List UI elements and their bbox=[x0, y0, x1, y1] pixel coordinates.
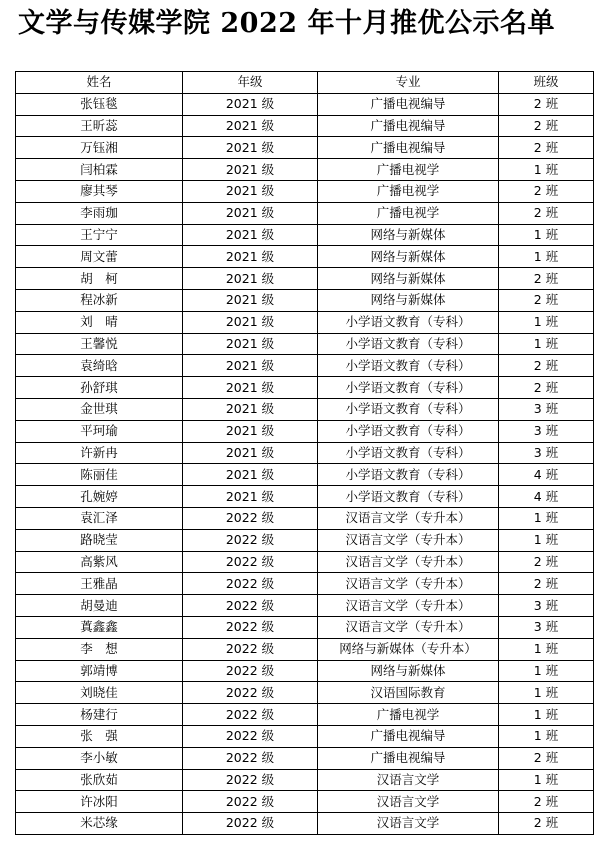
cell-grade: 2021 级 bbox=[183, 311, 318, 333]
cell-class: 2 班 bbox=[499, 289, 594, 311]
cell-grade: 2022 级 bbox=[183, 682, 318, 704]
table-row bbox=[16, 246, 594, 268]
cell-class: 1 班 bbox=[499, 246, 594, 268]
cell-major: 小学语文教育（专科） bbox=[318, 333, 499, 355]
cell-major: 汉语言文学 bbox=[318, 769, 499, 791]
cell-grade: 2021 级 bbox=[183, 202, 318, 224]
cell-grade: 2022 级 bbox=[183, 725, 318, 747]
cell-major: 广播电视编导 bbox=[318, 747, 499, 769]
page-title: 文学与传媒学院 2022 年十月推优公示名单 bbox=[18, 8, 555, 39]
cell-name: 张钰毯 bbox=[16, 93, 183, 115]
cell-major: 汉语言文学（专升本） bbox=[318, 595, 499, 617]
cell-class: 2 班 bbox=[499, 268, 594, 290]
cell-name: 路晓莹 bbox=[16, 529, 183, 551]
cell-grade: 2021 级 bbox=[183, 180, 318, 202]
cell-class: 2 班 bbox=[499, 377, 594, 399]
cell-class: 4 班 bbox=[499, 486, 594, 508]
cell-name: 李 想 bbox=[16, 638, 183, 660]
table-row bbox=[16, 333, 594, 355]
table-row bbox=[16, 682, 594, 704]
cell-name: 袁绮晗 bbox=[16, 355, 183, 377]
table-row bbox=[16, 595, 594, 617]
cell-grade: 2022 级 bbox=[183, 638, 318, 660]
cell-major: 网络与新媒体 bbox=[318, 660, 499, 682]
cell-major: 汉语言文学（专升本） bbox=[318, 529, 499, 551]
cell-class: 1 班 bbox=[499, 333, 594, 355]
cell-major: 小学语文教育（专科） bbox=[318, 442, 499, 464]
cell-grade: 2021 级 bbox=[183, 464, 318, 486]
cell-major: 网络与新媒体（专升本） bbox=[318, 638, 499, 660]
cell-name: 高紫风 bbox=[16, 551, 183, 573]
cell-grade: 2022 级 bbox=[183, 769, 318, 791]
cell-name: 胡 柯 bbox=[16, 268, 183, 290]
table-row bbox=[16, 813, 594, 835]
cell-class: 1 班 bbox=[499, 725, 594, 747]
cell-class: 3 班 bbox=[499, 595, 594, 617]
cell-class: 4 班 bbox=[499, 464, 594, 486]
cell-class: 2 班 bbox=[499, 115, 594, 137]
cell-class: 2 班 bbox=[499, 355, 594, 377]
cell-class: 1 班 bbox=[499, 638, 594, 660]
cell-name: 王雅晶 bbox=[16, 573, 183, 595]
cell-major: 网络与新媒体 bbox=[318, 246, 499, 268]
cell-name: 李小敏 bbox=[16, 747, 183, 769]
cell-name: 金世琪 bbox=[16, 398, 183, 420]
cell-major: 广播电视学 bbox=[318, 159, 499, 181]
cell-major: 广播电视学 bbox=[318, 704, 499, 726]
cell-grade: 2022 级 bbox=[183, 747, 318, 769]
header-grade: 年级 bbox=[183, 72, 318, 94]
cell-name: 李雨珈 bbox=[16, 202, 183, 224]
cell-major: 汉语言文学（专升本） bbox=[318, 551, 499, 573]
table-row bbox=[16, 442, 594, 464]
cell-major: 汉语言文学 bbox=[318, 813, 499, 835]
cell-name: 郭靖博 bbox=[16, 660, 183, 682]
cell-class: 3 班 bbox=[499, 442, 594, 464]
cell-class: 1 班 bbox=[499, 704, 594, 726]
table-row bbox=[16, 137, 594, 159]
table-row bbox=[16, 398, 594, 420]
cell-grade: 2022 级 bbox=[183, 616, 318, 638]
cell-class: 3 班 bbox=[499, 616, 594, 638]
cell-major: 汉语言文学（专升本） bbox=[318, 616, 499, 638]
cell-class: 1 班 bbox=[499, 311, 594, 333]
cell-grade: 2022 级 bbox=[183, 551, 318, 573]
cell-major: 网络与新媒体 bbox=[318, 289, 499, 311]
cell-class: 2 班 bbox=[499, 747, 594, 769]
table-row bbox=[16, 464, 594, 486]
cell-name: 刘晓佳 bbox=[16, 682, 183, 704]
cell-grade: 2021 级 bbox=[183, 224, 318, 246]
cell-name: 许冰阳 bbox=[16, 791, 183, 813]
cell-class: 3 班 bbox=[499, 398, 594, 420]
cell-major: 小学语文教育（专科） bbox=[318, 420, 499, 442]
cell-major: 汉语国际教育 bbox=[318, 682, 499, 704]
cell-class: 2 班 bbox=[499, 93, 594, 115]
table-row bbox=[16, 93, 594, 115]
table-row bbox=[16, 507, 594, 529]
table-row bbox=[16, 529, 594, 551]
table-row bbox=[16, 377, 594, 399]
cell-name: 袁汇泽 bbox=[16, 507, 183, 529]
cell-grade: 2022 级 bbox=[183, 595, 318, 617]
table-row bbox=[16, 551, 594, 573]
cell-name: 廖其琴 bbox=[16, 180, 183, 202]
cell-grade: 2021 级 bbox=[183, 486, 318, 508]
cell-grade: 2021 级 bbox=[183, 377, 318, 399]
table-row bbox=[16, 573, 594, 595]
cell-name: 平珂瑜 bbox=[16, 420, 183, 442]
cell-grade: 2021 级 bbox=[183, 420, 318, 442]
cell-major: 网络与新媒体 bbox=[318, 224, 499, 246]
table-row bbox=[16, 224, 594, 246]
cell-name: 孙舒琪 bbox=[16, 377, 183, 399]
table-row bbox=[16, 704, 594, 726]
cell-class: 1 班 bbox=[499, 660, 594, 682]
cell-major: 广播电视学 bbox=[318, 180, 499, 202]
cell-name: 米芯缘 bbox=[16, 813, 183, 835]
cell-major: 小学语文教育（专科） bbox=[318, 377, 499, 399]
cell-major: 汉语言文学 bbox=[318, 791, 499, 813]
table-row bbox=[16, 311, 594, 333]
table-body bbox=[16, 93, 594, 834]
table-row bbox=[16, 486, 594, 508]
cell-class: 1 班 bbox=[499, 682, 594, 704]
cell-class: 1 班 bbox=[499, 769, 594, 791]
table-row bbox=[16, 725, 594, 747]
cell-class: 1 班 bbox=[499, 159, 594, 181]
cell-grade: 2021 级 bbox=[183, 246, 318, 268]
cell-grade: 2021 级 bbox=[183, 268, 318, 290]
cell-name: 万钰湘 bbox=[16, 137, 183, 159]
cell-major: 广播电视编导 bbox=[318, 93, 499, 115]
cell-name: 孔婉婷 bbox=[16, 486, 183, 508]
table-row bbox=[16, 115, 594, 137]
cell-grade: 2021 级 bbox=[183, 137, 318, 159]
cell-name: 程冰新 bbox=[16, 289, 183, 311]
cell-major: 广播电视编导 bbox=[318, 115, 499, 137]
cell-major: 汉语言文学（专升本） bbox=[318, 507, 499, 529]
table-row bbox=[16, 616, 594, 638]
cell-grade: 2021 级 bbox=[183, 289, 318, 311]
cell-class: 2 班 bbox=[499, 202, 594, 224]
cell-grade: 2021 级 bbox=[183, 355, 318, 377]
cell-grade: 2021 级 bbox=[183, 115, 318, 137]
table-header-row bbox=[16, 72, 594, 94]
cell-name: 周文蕾 bbox=[16, 246, 183, 268]
table-row bbox=[16, 660, 594, 682]
cell-name: 张欣茹 bbox=[16, 769, 183, 791]
table-row bbox=[16, 791, 594, 813]
cell-name: 王宁宁 bbox=[16, 224, 183, 246]
cell-grade: 2022 级 bbox=[183, 507, 318, 529]
cell-class: 2 班 bbox=[499, 813, 594, 835]
cell-class: 2 班 bbox=[499, 573, 594, 595]
cell-grade: 2022 级 bbox=[183, 573, 318, 595]
cell-name: 刘 晴 bbox=[16, 311, 183, 333]
table-row bbox=[16, 289, 594, 311]
cell-class: 1 班 bbox=[499, 224, 594, 246]
cell-class: 2 班 bbox=[499, 137, 594, 159]
cell-class: 2 班 bbox=[499, 791, 594, 813]
cell-grade: 2021 级 bbox=[183, 159, 318, 181]
cell-major: 小学语文教育（专科） bbox=[318, 398, 499, 420]
cell-major: 广播电视学 bbox=[318, 202, 499, 224]
cell-major: 广播电视编导 bbox=[318, 725, 499, 747]
cell-name: 蒖鑫鑫 bbox=[16, 616, 183, 638]
cell-name: 胡曼迪 bbox=[16, 595, 183, 617]
cell-grade: 2022 级 bbox=[183, 791, 318, 813]
cell-name: 王馨悦 bbox=[16, 333, 183, 355]
table-row bbox=[16, 638, 594, 660]
header-major: 专业 bbox=[318, 72, 499, 94]
cell-major: 小学语文教育（专科） bbox=[318, 486, 499, 508]
cell-major: 小学语文教育（专科） bbox=[318, 355, 499, 377]
cell-major: 小学语文教育（专科） bbox=[318, 311, 499, 333]
cell-class: 2 班 bbox=[499, 180, 594, 202]
cell-name: 闫柏霖 bbox=[16, 159, 183, 181]
cell-grade: 2021 级 bbox=[183, 333, 318, 355]
table-row bbox=[16, 159, 594, 181]
table-row bbox=[16, 355, 594, 377]
cell-grade: 2021 级 bbox=[183, 398, 318, 420]
header-name: 姓名 bbox=[16, 72, 183, 94]
table-row bbox=[16, 180, 594, 202]
cell-class: 1 班 bbox=[499, 529, 594, 551]
roster-table bbox=[15, 71, 594, 835]
cell-name: 许新冉 bbox=[16, 442, 183, 464]
cell-name: 王昕蕊 bbox=[16, 115, 183, 137]
cell-class: 3 班 bbox=[499, 420, 594, 442]
cell-name: 陈丽佳 bbox=[16, 464, 183, 486]
table-row bbox=[16, 202, 594, 224]
cell-name: 张 强 bbox=[16, 725, 183, 747]
cell-grade: 2022 级 bbox=[183, 813, 318, 835]
cell-major: 网络与新媒体 bbox=[318, 268, 499, 290]
cell-major: 汉语言文学（专升本） bbox=[318, 573, 499, 595]
table-row bbox=[16, 420, 594, 442]
cell-grade: 2022 级 bbox=[183, 529, 318, 551]
table-row bbox=[16, 747, 594, 769]
cell-major: 广播电视编导 bbox=[318, 137, 499, 159]
cell-name: 杨建行 bbox=[16, 704, 183, 726]
cell-grade: 2021 级 bbox=[183, 442, 318, 464]
cell-grade: 2021 级 bbox=[183, 93, 318, 115]
cell-major: 小学语文教育（专科） bbox=[318, 464, 499, 486]
table-row bbox=[16, 268, 594, 290]
cell-grade: 2022 级 bbox=[183, 660, 318, 682]
cell-class: 2 班 bbox=[499, 551, 594, 573]
table-row bbox=[16, 769, 594, 791]
header-class: 班级 bbox=[499, 72, 594, 94]
cell-class: 1 班 bbox=[499, 507, 594, 529]
cell-grade: 2022 级 bbox=[183, 704, 318, 726]
